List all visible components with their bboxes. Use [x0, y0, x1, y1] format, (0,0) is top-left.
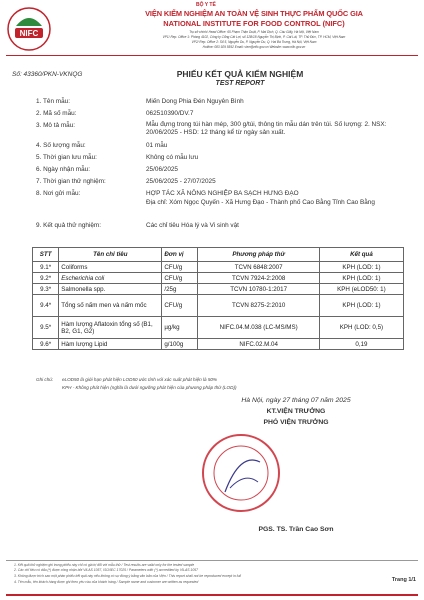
field-value-quantity: 01 mẫu [146, 142, 168, 149]
cell-result: KPH (LOD: 1) [319, 273, 403, 284]
cell-unit: CFU/g [162, 295, 198, 317]
cell-stt: 9.5* [33, 317, 59, 339]
field-label-test-results: 9. Kết quả thử nghiệm: [36, 222, 102, 229]
table-row [33, 295, 404, 317]
cell-method: NIFC.04.M.038 (LC-MS/MS) [198, 317, 319, 339]
note-elod: eLOD50 là giới hạn phát hiện LOD50 ước tính với xác suất phát hiện là 50% [62, 377, 218, 382]
cell-name: Hàm lượng Aflatoxin tổng số (B1, B2, G1, G2) [59, 317, 162, 339]
signature-date: Hà Nội, ngày 27 tháng 07 năm 2025 [241, 397, 351, 404]
col-header-stt: STT [33, 248, 59, 262]
cell-stt: 9.1* [33, 262, 59, 273]
signature-role: PHÓ VIỆN TRƯỞNG [263, 419, 329, 426]
cell-name: Salmonella spp. [59, 284, 162, 295]
institute-name-en: NATIONAL INSTITUTE FOR FOOD CONTROL (NIFC) [163, 19, 345, 28]
cell-unit: µg/kg [162, 317, 198, 339]
table-row [33, 273, 404, 284]
cell-method: TCVN 10780-1:2017 [198, 284, 319, 295]
page-number: Trang 1/1 [391, 577, 416, 583]
document-number: Số: 43360/PKN-VKNQG [12, 71, 83, 78]
table-row [33, 262, 404, 273]
footer-note-1: 1. Kết quả thử nghiệm ghi trong phiếu này chỉ có giá trị đối với mẫu thử / Test results are valid only for the tested sample [14, 563, 195, 567]
logo-text: NIFC [19, 29, 39, 38]
address-office-1: VP1/ Rep. Office 1: Phòng 4102, Công ty Cổng Cát Lợi, số 12B/18 Nguyễn Thị Định, P. Cát Lái, TP. Thủ Đức, TP. HCM, Việt Nam [162, 35, 346, 39]
official-stamp [200, 432, 282, 514]
cell-stt: 9.3* [33, 284, 59, 295]
cell-stt: 9.2* [33, 273, 59, 284]
table-row [33, 284, 404, 295]
footer-note-3: 3. Không được trích sao một phần phiếu kết quả này nếu không có sự đồng ý bằng văn bản của Viện / This report shall not be reproduced except in full [14, 574, 242, 578]
signatory-name: PGS. TS. Trần Cao Sơn [258, 526, 334, 533]
cell-unit: CFU/g [162, 262, 198, 273]
cell-result: KPH (LOD: 0,5) [319, 317, 403, 339]
field-value-test-results: Các chỉ tiêu Hóa lý và Vi sinh vật [146, 222, 239, 229]
address-office-2: VP2/ Rep. Office 2: Số 5, Nguyễn Du, P. Nguyễn Du, Q. Hai Bà Trưng, Hà Nội, Việt Nam [191, 40, 317, 44]
footer-red-bar [6, 594, 418, 596]
cell-stt: 9.4* [33, 295, 59, 317]
signature-kt: KT.VIỆN TRƯỞNG [266, 408, 326, 415]
contact-line: Hotline: 083 929 5592 Email: vien@nifc.gov.vn Website: www.nifc.gov.vn [202, 45, 306, 49]
results-table [32, 247, 404, 350]
cell-name: Tổng số nấm men và nấm mốc [59, 295, 162, 317]
ministry-name: BỘ Y TẾ [196, 2, 216, 8]
address-head-office: Trụ sở chính/ Head Office: 65 Phạm Thận Duật, P. Mai Dịch, Q. Cầu Giấy, Hà Nội, Việt Nam [189, 30, 319, 34]
report-title: PHIẾU KẾT QUẢ KIỂM NGHIỆM [176, 69, 304, 79]
header-divider [6, 55, 418, 56]
cell-stt: 9.6* [33, 339, 59, 350]
field-value-sample-name: Miến Dong Phia Đén Nguyên Bình [146, 98, 244, 105]
cell-result: KPH (LOD: 1) [319, 262, 403, 273]
institute-name-vn: VIỆN KIỂM NGHIỆM AN TOÀN VỆ SINH THỰC PHẨM QUỐC GIA [145, 9, 363, 18]
field-label-quantity: 4. Số lượng mẫu: [36, 142, 86, 149]
col-header-name: Tên chỉ tiêu [59, 248, 162, 262]
field-label-received-date: 6. Ngày nhận mẫu: [36, 166, 90, 173]
field-value-sender-address: Địa chỉ: Xóm Ngọc Quyến - Xã Hưng Đạo - Thành phố Cao Bằng Tỉnh Cao Bằng [146, 199, 375, 206]
col-header-unit: Đơn vị [162, 248, 198, 262]
cell-name: Escherichia coli [59, 273, 162, 284]
notes-label: Ghi chú: [36, 377, 54, 382]
cell-result: KPH (LOD: 1) [319, 295, 403, 317]
field-label-storage: 5. Thời gian lưu mẫu: [36, 154, 97, 161]
footer-divider [6, 560, 418, 561]
cell-method: NIFC.02.M.04 [198, 339, 319, 350]
cell-method: TCVN 6848:2007 [198, 262, 319, 273]
cell-result: 0,19 [319, 339, 403, 350]
table-row [33, 317, 404, 339]
field-value-description: Mẫu đựng trong túi hàn mép, 300 g/túi, thông tin mẫu dán trên túi. Số lượng: 2. NSX: 20/06/2025 - HSD: 12 tháng kể từ ngày sản xuất. [146, 121, 387, 136]
field-label-sample-code: 2. Mã số mẫu: [36, 110, 77, 117]
field-value-sender: HỢP TÁC XÃ NÔNG NGHIỆP BA SẠCH HƯNG ĐẠO [146, 190, 299, 197]
cell-result: KPH (eLOD50: 1) [319, 284, 403, 295]
field-label-sender: 8. Nơi gửi mẫu: [36, 190, 81, 197]
col-header-result: Kết quả [319, 248, 403, 262]
field-value-test-period: 25/06/2025 - 27/07/2025 [146, 178, 216, 185]
cell-method: TCVN 7924-2:2008 [198, 273, 319, 284]
footer-note-2: 2. Các chỉ tiêu có dấu (*) được công nhận bởi VILAS 1057, ISO/IEC 17025 / Parameters with (*) accredited by VILAS 1057 [14, 568, 198, 572]
footer-note-4: 4. Tên mẫu, tên khách hàng được ghi theo yêu cầu của khách hàng / Sample name and customer are written as requested [14, 580, 199, 584]
cell-unit: g/100g [162, 339, 198, 350]
table-header-row [33, 248, 404, 262]
field-value-received-date: 25/06/2025 [146, 166, 178, 173]
cell-name: Coliforms [59, 262, 162, 273]
field-value-storage: Không có mẫu lưu [146, 154, 199, 161]
cell-unit: CFU/g [162, 273, 198, 284]
cell-method: TCVN 8275-2:2010 [198, 295, 319, 317]
field-label-sample-name: 1. Tên mẫu: [36, 98, 70, 105]
table-row [33, 339, 404, 350]
report-subtitle: TEST REPORT [215, 80, 265, 87]
field-label-description: 3. Mô tả mẫu: [36, 122, 76, 129]
field-label-test-period: 7. Thời gian thử nghiệm: [36, 178, 106, 185]
note-kph: KPH - Không phát hiện (nghĩa là dưới ngưỡng phát hiện của phương pháp thử (LOD)) [62, 385, 237, 390]
col-header-method: Phương pháp thử [198, 248, 319, 262]
cell-unit: /25g [162, 284, 198, 295]
nifc-logo [6, 6, 52, 52]
field-value-sample-code: 062510390/DV.7 [146, 110, 194, 117]
cell-name: Hàm lượng Lipid [59, 339, 162, 350]
